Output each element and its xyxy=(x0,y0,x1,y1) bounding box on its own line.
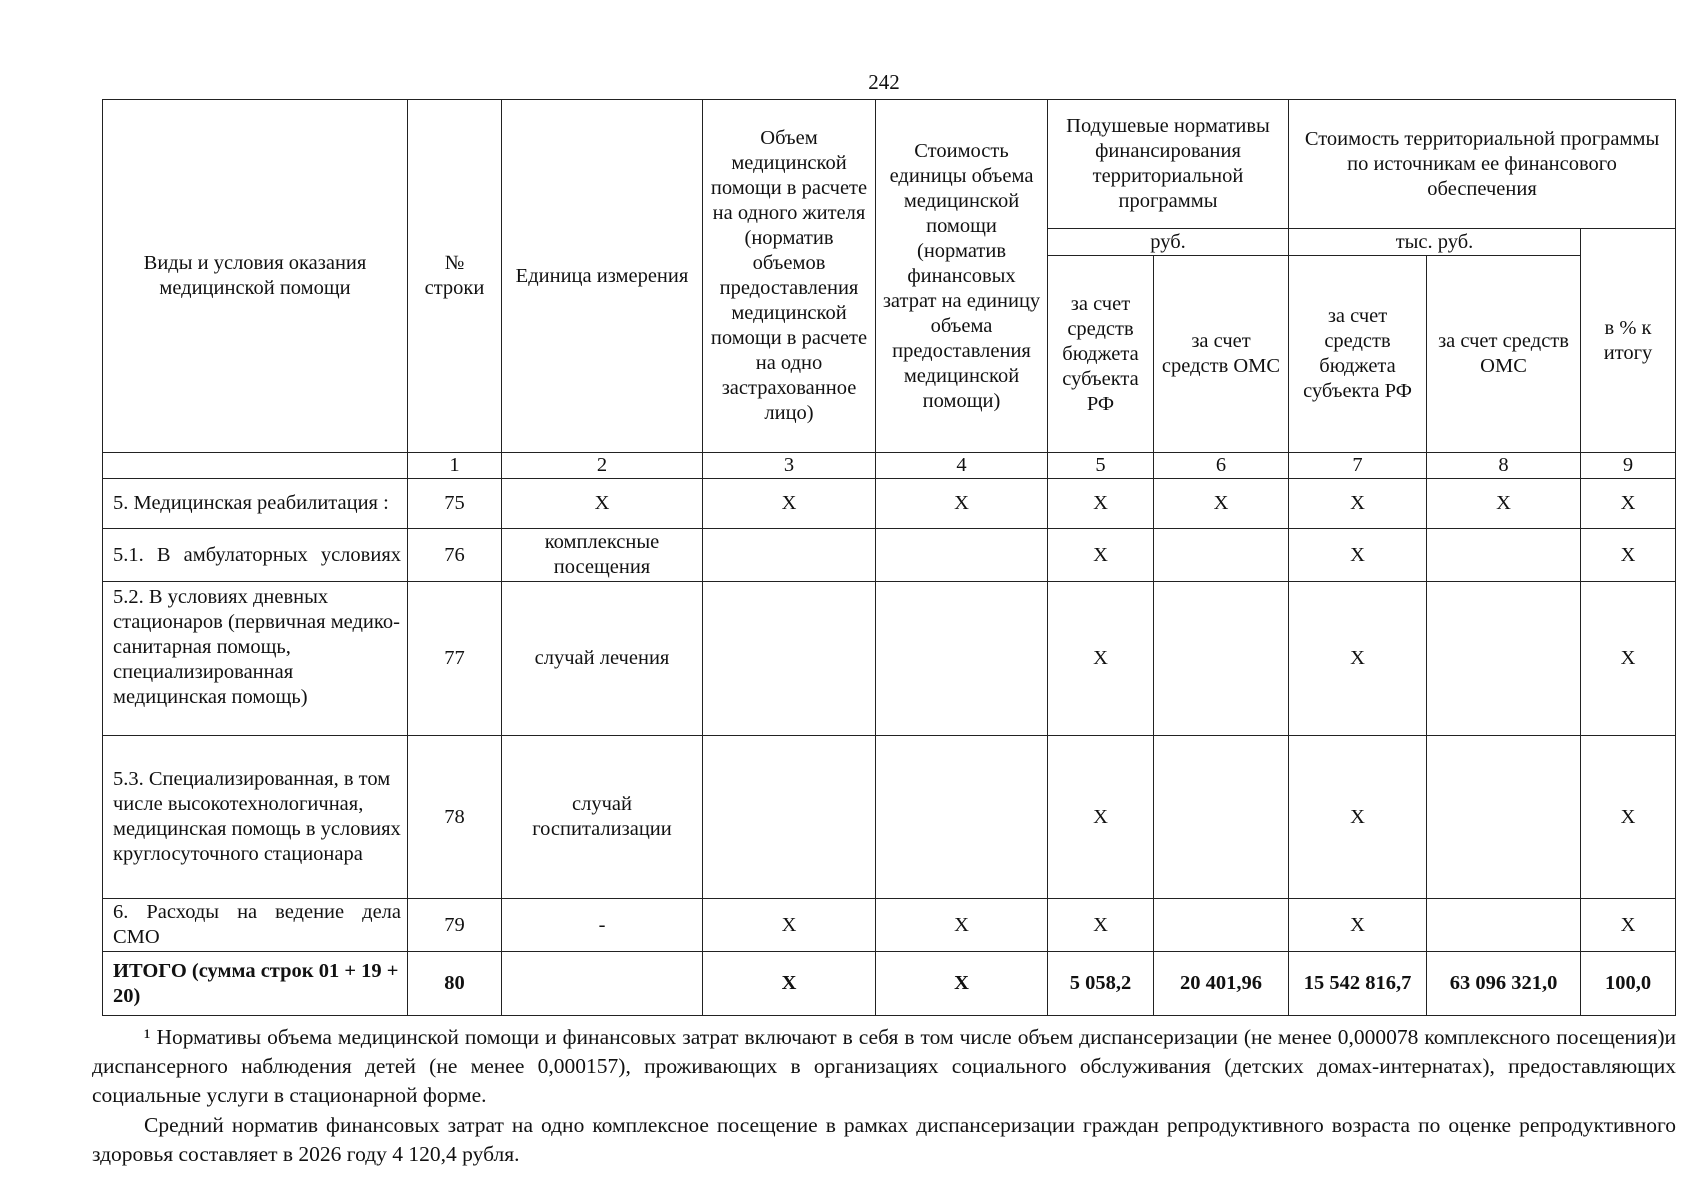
header-oms-rub: за счет средств ОМС xyxy=(1154,256,1289,453)
page-number: 242 xyxy=(868,70,900,94)
row-no: 77 xyxy=(408,582,502,736)
table-row xyxy=(103,582,1676,736)
row-name: 5. Медицинская реабилитация : xyxy=(103,479,408,529)
row-col6 xyxy=(1154,529,1289,582)
header-program-cost: Стоимость территориальной программы по источникам ее финансового обеспечения xyxy=(1289,100,1676,229)
row-col5: Х xyxy=(1048,582,1154,736)
colnum-8: 8 xyxy=(1427,453,1581,479)
colnum-4: 4 xyxy=(876,453,1048,479)
row-col6: 20 401,96 xyxy=(1154,952,1289,1016)
row-col4: Х xyxy=(876,952,1048,1016)
colnum-6: 6 xyxy=(1154,453,1289,479)
row-col8: Х xyxy=(1427,479,1581,529)
row-col7: Х xyxy=(1289,736,1427,899)
row-col4 xyxy=(876,736,1048,899)
table-row xyxy=(103,899,1676,952)
row-col6 xyxy=(1154,736,1289,899)
row-col8 xyxy=(1427,736,1581,899)
row-unit: - xyxy=(502,899,703,952)
header-types: Виды и условия оказания медицинской помощи xyxy=(103,100,408,453)
row-col9: Х xyxy=(1581,899,1676,952)
row-col5: Х xyxy=(1048,899,1154,952)
row-unit: Х xyxy=(502,479,703,529)
row-col8: 63 096 321,0 xyxy=(1427,952,1581,1016)
total-row xyxy=(103,952,1676,1016)
row-col9: 100,0 xyxy=(1581,952,1676,1016)
row-unit: случай госпитализации xyxy=(502,736,703,899)
row-name: 6. Расходы на ведение дела СМО xyxy=(103,899,408,952)
row-name: ИТОГО (сумма строк 01 + 19 + 20) xyxy=(103,952,408,1016)
row-col8 xyxy=(1427,582,1581,736)
row-col6 xyxy=(1154,899,1289,952)
row-col8 xyxy=(1427,529,1581,582)
row-col7: Х xyxy=(1289,899,1427,952)
row-col5: Х xyxy=(1048,479,1154,529)
row-col3: Х xyxy=(703,952,876,1016)
row-col4 xyxy=(876,582,1048,736)
footnote-2: Средний норматив финансовых затрат на одно комплексное посещение в рамках диспансеризации граждан репродуктивного возраста по оценке репродуктивного здоровья составляет в 2026 году 4 120,4 рубля. xyxy=(92,1113,1676,1166)
colnum-3: 3 xyxy=(703,453,876,479)
row-col5: Х xyxy=(1048,529,1154,582)
row-col8 xyxy=(1427,899,1581,952)
row-col7: 15 542 816,7 xyxy=(1289,952,1427,1016)
colnum-0 xyxy=(103,453,408,479)
table-row xyxy=(103,736,1676,899)
header-cost: Стоимость единицы объема медицинской помощи (норматив финансовых затрат на единицу объема предоставления медицинской помощи) xyxy=(876,100,1048,453)
row-col6: Х xyxy=(1154,479,1289,529)
header-unit: Единица измерения xyxy=(502,100,703,453)
row-col5: Х xyxy=(1048,736,1154,899)
row-name: 5.2. В условиях дневных стационаров (первичная медико-санитарная помощь, специализированная медицинская помощь) xyxy=(103,582,408,736)
colnum-9: 9 xyxy=(1581,453,1676,479)
row-col4: Х xyxy=(876,899,1048,952)
row-col3 xyxy=(703,529,876,582)
row-col3 xyxy=(703,736,876,899)
row-col3: Х xyxy=(703,899,876,952)
row-col6 xyxy=(1154,582,1289,736)
row-no: 76 xyxy=(408,529,502,582)
row-unit: случай лечения xyxy=(502,582,703,736)
row-col7: Х xyxy=(1289,529,1427,582)
row-no: 79 xyxy=(408,899,502,952)
colnum-1: 1 xyxy=(408,453,502,479)
row-unit xyxy=(502,952,703,1016)
row-no: 75 xyxy=(408,479,502,529)
table-row xyxy=(103,529,1676,582)
row-col4: Х xyxy=(876,479,1048,529)
colnum-5: 5 xyxy=(1048,453,1154,479)
header-percent: в % к итогу xyxy=(1581,229,1676,453)
row-col3: Х xyxy=(703,479,876,529)
row-name: 5.1. В амбулаторных условиях xyxy=(103,529,408,582)
colnum-7: 7 xyxy=(1289,453,1427,479)
footnotes xyxy=(92,1023,1676,1169)
row-col9: Х xyxy=(1581,736,1676,899)
row-col7: Х xyxy=(1289,582,1427,736)
header-percapita: Подушевые нормативы финансирования территориальной программы xyxy=(1048,100,1289,229)
row-col4 xyxy=(876,529,1048,582)
colnum-2: 2 xyxy=(502,453,703,479)
financing-table xyxy=(102,99,1676,1016)
header-oms-thousand: за счет средств ОМС xyxy=(1427,256,1581,453)
row-col9: Х xyxy=(1581,582,1676,736)
row-col3 xyxy=(703,582,876,736)
footnote-1: ¹ Нормативы объема медицинской помощи и финансовых затрат включают в себя в том числе объем диспансеризации (не менее 0,000078 комплексного посещения)и диспансерного наблюдения детей (не менее 0,000157), проживающих в организациях социального обслуживания (детских домах-интернатах), предоставляющих социальные услуги в стационарной форме. xyxy=(92,1025,1676,1107)
row-unit: комплексные посещения xyxy=(502,529,703,582)
header-volume: Объем медицинской помощи в расчете на одного жителя (норматив объемов предоставления медицинской помощи в расчете на одно застрахованное лицо) xyxy=(703,100,876,453)
row-col9: Х xyxy=(1581,479,1676,529)
row-col7: Х xyxy=(1289,479,1427,529)
table-row xyxy=(103,479,1676,529)
row-col9: Х xyxy=(1581,529,1676,582)
row-col5: 5 058,2 xyxy=(1048,952,1154,1016)
header-budget-thousand: за счет средств бюджета субъекта РФ xyxy=(1289,256,1427,453)
row-no: 80 xyxy=(408,952,502,1016)
row-name: 5.3. Специализированная, в том числе высокотехнологичная, медицинская помощь в условиях круглосуточного стационара xyxy=(103,736,408,899)
header-unit-rub: руб. xyxy=(1048,229,1289,256)
header-row-no: № строки xyxy=(408,100,502,453)
column-numbers-row xyxy=(103,453,1676,479)
row-no: 78 xyxy=(408,736,502,899)
header-budget-rub: за счет средств бюджета субъекта РФ xyxy=(1048,256,1154,453)
header-unit-thousand-rub: тыс. руб. xyxy=(1289,229,1581,256)
